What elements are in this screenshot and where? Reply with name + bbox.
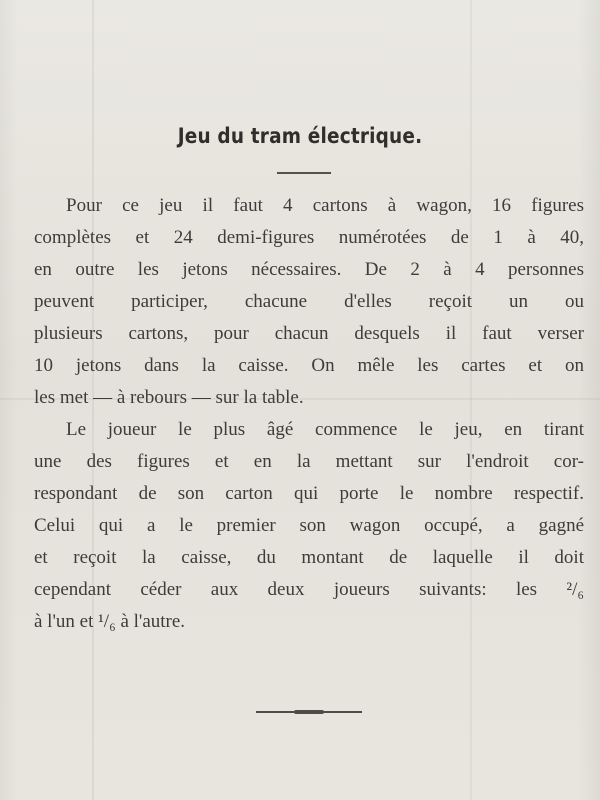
- text-line: cependant céder aux deux joueurs suivants: les ²/₆: [34, 579, 584, 600]
- text-line: complètes et 24 demi-figures numérotées de 1 à 40,: [34, 227, 584, 248]
- text-line: une des figures et en la mettant sur l'endroit cor-: [34, 451, 584, 472]
- text-line: Le joueur le plus âgé commence le jeu, en tirant: [66, 419, 584, 440]
- text-line: en outre les jetons nécessaires. De 2 à 4 personnes: [34, 259, 584, 280]
- text-line: 10 jetons dans la caisse. On mêle les cartes et on: [34, 355, 584, 376]
- paragraph-2: [34, 414, 584, 638]
- title-rule: [277, 172, 331, 174]
- paragraph-1: [34, 190, 584, 414]
- text-line: Celui qui a le premier son wagon occupé, a gagné: [34, 515, 584, 536]
- text-line: respondant de son carton qui porte le nombre respectif.: [34, 483, 584, 504]
- end-ornament-rule: [256, 711, 362, 713]
- document-title: Jeu du tram électrique.: [177, 124, 423, 148]
- body-text: [34, 190, 584, 638]
- text-line: peuvent participer, chacune d'elles reçoit un ou: [34, 291, 584, 312]
- text-line: plusieurs cartons, pour chacun desquels il faut verser: [34, 323, 584, 344]
- text-line: Pour ce jeu il faut 4 cartons à wagon, 16 figures: [66, 195, 584, 216]
- text-line: à l'un et ¹/₆ à l'autre.: [34, 611, 186, 632]
- text-line: les met — à rebours — sur la table.: [34, 387, 304, 408]
- text-line: et reçoit la caisse, du montant de laquelle il doit: [34, 547, 584, 568]
